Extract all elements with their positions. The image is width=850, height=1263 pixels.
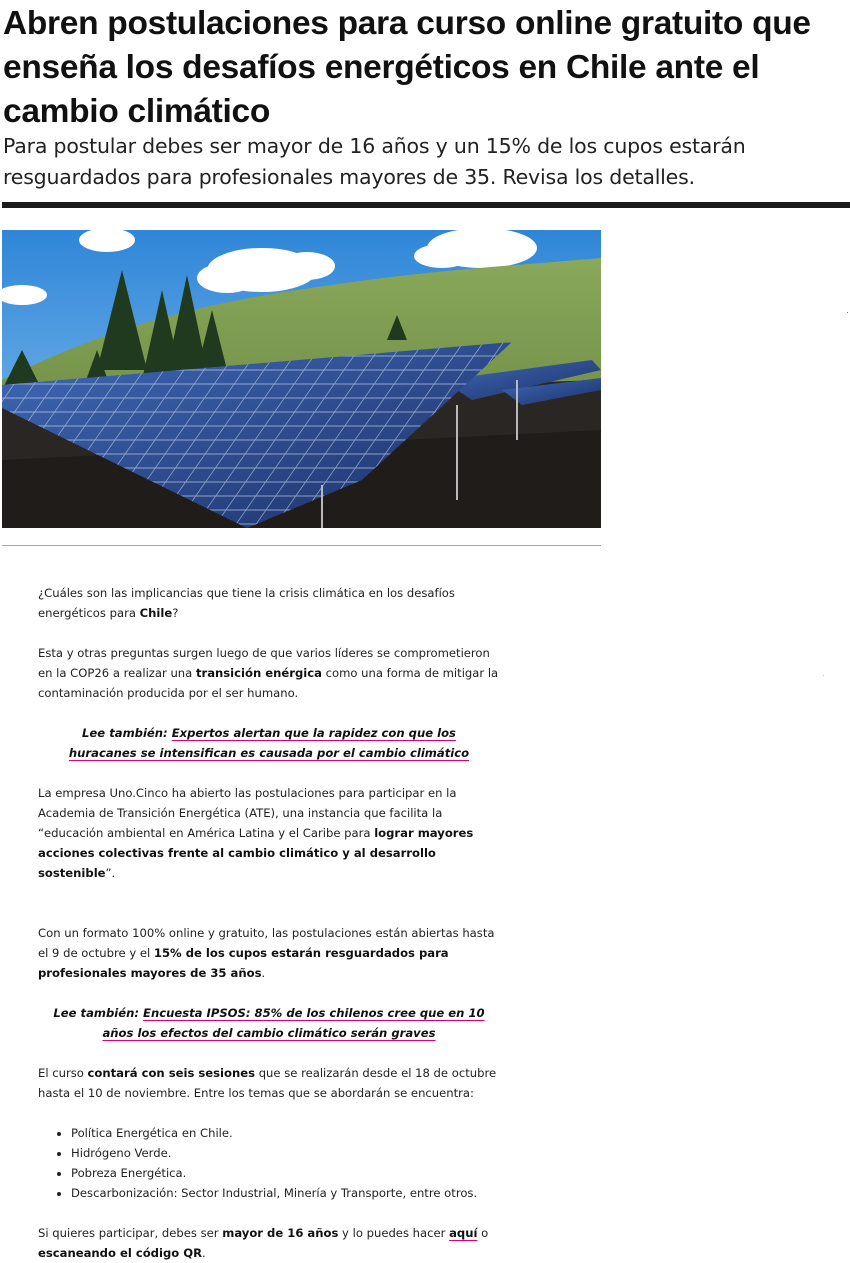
list-item: • Descarbonización: Sector Industrial, Minería y Transporte, entre otros. <box>71 1183 500 1203</box>
list-item: • Hidrógeno Verde. <box>71 1143 500 1163</box>
stray-dot <box>823 675 824 676</box>
related-article-1-link[interactable]: Expertos alertan que la rapidez con que los huracanes se intensifican es causada por el cambio climático <box>68 726 470 760</box>
hero-image-solar-panels <box>2 230 601 528</box>
paragraph-academy: La empresa Uno.Cinco ha abierto las postulaciones para participar en la Academia de Transición Energética (ATE), una instancia que facilita la “educación ambiental en América Latina y el Caribe para lograr mayores acciones colectivas frente al cambio climático y al desarrollo sostenible”. <box>38 786 474 880</box>
paragraph-format: Con un formato 100% online y gratuito, las postulaciones están abiertas hasta el 9 de octubre y el 15% de los cupos estarán resguardados para profesionales mayores de 35 años. <box>38 926 495 980</box>
paragraph-cop26: Esta y otras preguntas surgen luego de que varios líderes se comprometieron en la COP26 a realizar una transición enérgica como una forma de mitigar la contaminación producida por el ser humano. <box>38 646 499 700</box>
image-divider <box>2 545 601 546</box>
article-headline: Abren postulaciones para curso online gratuito que enseña los desafíos energéticos en Chile ante el cambio climático <box>3 5 811 130</box>
paragraph-participate: Si quieres participar, debes ser mayor de 16 años y lo puedes hacer aquí o escaneando el código QR. <box>38 1226 489 1260</box>
article-body <box>38 583 500 1263</box>
related-article-1: Lee también: Expertos alertan que la rapidez con que los huracanes se intensifican es causada por el cambio climático <box>68 726 470 760</box>
paragraph-sessions: El curso contará con seis sesiones que se realizarán desde el 18 de octubre hasta el 10 de noviembre. Entre los temas que se abordarán se encuentra: <box>38 1066 497 1100</box>
headline-divider <box>2 202 850 208</box>
topics-list <box>38 1123 500 1203</box>
apply-here-link[interactable]: aquí <box>449 1226 478 1240</box>
stray-dot <box>847 312 848 313</box>
list-item: • Pobreza Energética. <box>71 1163 500 1183</box>
list-item: • Política Energética en Chile. <box>71 1123 500 1143</box>
related-article-2-link[interactable]: Encuesta IPSOS: 85% de los chilenos cree que en 10 años los efectos del cambio climático serán graves <box>102 1006 485 1040</box>
related-article-2: Lee también: Encuesta IPSOS: 85% de los chilenos cree que en 10 años los efectos del cambio climático serán graves <box>53 1006 485 1040</box>
article-subtitle: Para postular debes ser mayor de 16 años y un 15% de los cupos estarán resguardados para profesionales mayores de 35. Revisa los detalles. <box>3 134 746 189</box>
paragraph-intro: ¿Cuáles son las implicancias que tiene la crisis climática en los desafíos energéticos para Chile? <box>38 586 455 620</box>
